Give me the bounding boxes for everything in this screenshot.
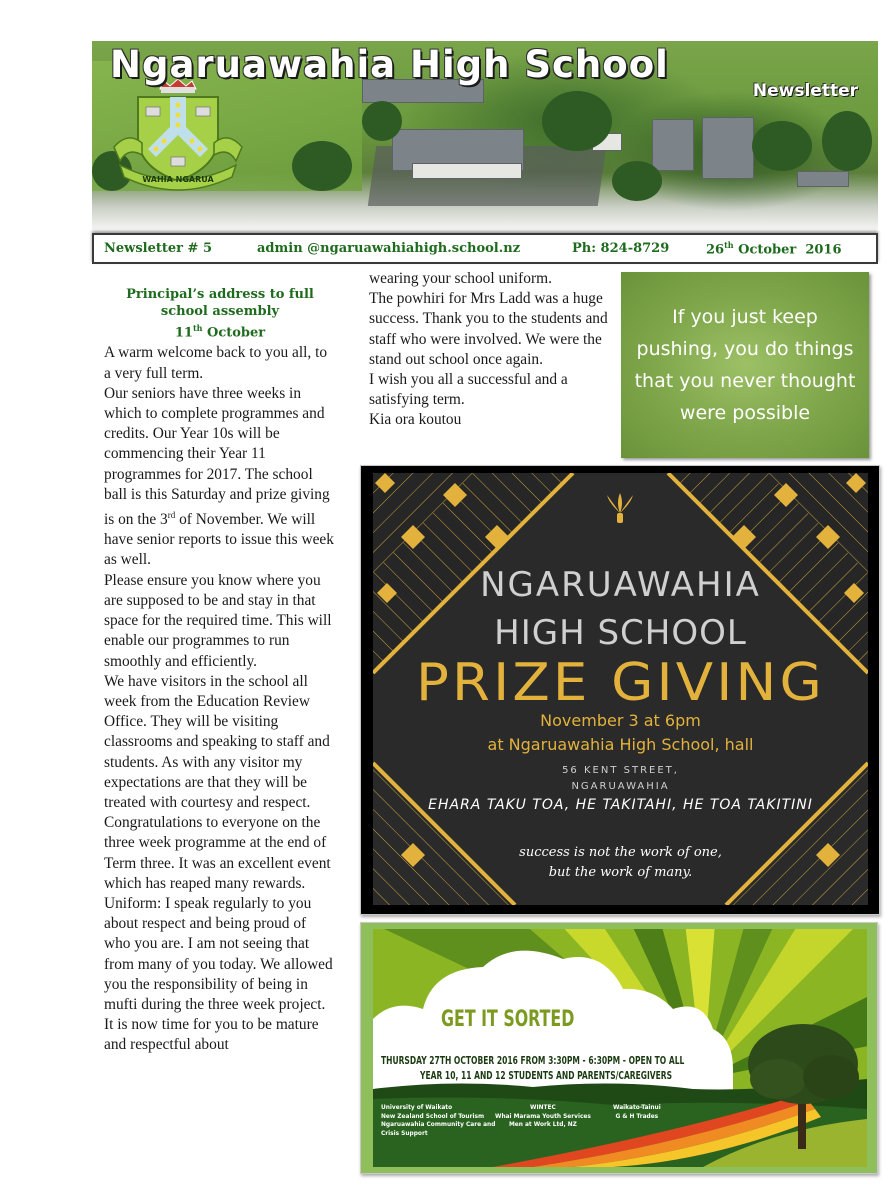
issue-number: Newsletter # 5 (104, 241, 212, 256)
sponsor-name: New Zealand School of Tourism (381, 1111, 485, 1120)
prize-giving-poster-canvas (373, 473, 868, 905)
banner-subtitle: Newsletter (752, 81, 858, 101)
poster-address-line1: 56 KENT STREET, (562, 765, 679, 776)
article-paragraph: Please ensure you know where you are supposed to be and stay in that space for the required time. This will enable our programmes to run smoothly and efficiently. (104, 571, 332, 670)
article-paragraph: We have visitors in the school all week from the Education Review Office. They will be visiting classrooms and speaking to staff and students. As with any visitor my expectations are that they will be treated with courtesy and respect. (104, 672, 330, 811)
sponsors-column-1 (381, 1103, 495, 1137)
sorted-event-details-line1: THURSDAY 27TH OCTOBER 2016 FROM 3:30PM - 6:30PM - OPEN TO ALL (381, 1055, 685, 1067)
article-body (104, 343, 336, 1055)
prize-giving-poster (360, 465, 880, 915)
banner-building (652, 119, 694, 171)
sponsor-name: WINTEC (530, 1103, 556, 1111)
poster-title: PRIZE GIVING (415, 653, 826, 713)
sorted-title: GET IT SORTED (441, 1007, 575, 1032)
banner-tree (822, 111, 872, 171)
school-crest-logo (108, 77, 248, 195)
poster-school-name-line2: HIGH SCHOOL (494, 613, 747, 653)
article-heading-line2: school assembly (160, 304, 280, 319)
article-heading-date (104, 320, 336, 341)
article-continuation (369, 269, 614, 431)
quote-text: If you just keep pushing, you do things that you never thought were possible (634, 306, 856, 424)
contact-email[interactable]: admin @ngaruawahiahigh.school.nz (257, 241, 521, 256)
issue-date-month-year: October 2016 (733, 242, 842, 258)
sponsors-column-3 (613, 1103, 661, 1120)
article-paragraph: Congratulations to everyone on the three week programme at the end of Term three. It was an excellent event which has reaped many rewards. (104, 814, 331, 892)
poster-quote-line1: success is not the work of one, (519, 845, 722, 860)
article-paragraph: Uniform: I speak regularly to you about respect and being proud of who you are. I am not seeing that from many of you today. We allowed you the responsibility of being in mufti during the three week project. It is now time for you to be mature and respectful about (104, 894, 333, 1054)
sponsor-name: Waikato-Tainui (613, 1103, 661, 1111)
article-paragraph: The powhiri for Mrs Ladd was a huge success. Thank you to the students and staff who were involved. We were the stand out school once again. (369, 290, 608, 368)
banner-tree (542, 91, 612, 151)
newsletter-info-bar (92, 233, 878, 264)
sorted-event-details-line2: YEAR 10, 11 AND 12 STUDENTS AND PARENTS/CAREGIVERS (420, 1070, 673, 1082)
banner-building (412, 163, 522, 179)
sponsor-name: Ngaruawahia Community Care and (381, 1120, 496, 1128)
ordinal-number: 3 (160, 511, 168, 529)
issue-date-suffix: th (724, 239, 734, 250)
sponsor-name: University of Waikato (381, 1103, 453, 1111)
poster-maori-proverb: EHARA TAKU TOA, HE TAKITAHI, HE TOA TAKITINI (428, 797, 813, 813)
svg-text:WAHIA NGARUA: WAHIA NGARUA (142, 175, 214, 184)
paragraph-text: Our seniors have three weeks in which to complete programmes and credits. Our Year 10s will be commencing their Year 11 programmes for 2017. The school ball is this Saturday and prize giving is on the (104, 384, 330, 529)
article-paragraph: wearing your school uniform. (369, 270, 552, 287)
inspirational-quote-box (621, 272, 869, 458)
principal-address-article (104, 286, 336, 1056)
newsletter-banner (92, 41, 878, 229)
sponsor-name: Crisis Support (381, 1128, 428, 1137)
article-heading-line1: Principal’s address to full (126, 287, 314, 302)
contact-phone: Ph: 824-8729 (572, 241, 670, 256)
heading-day: 11 (174, 325, 193, 341)
poster-quote-line2: but the work of many. (548, 865, 693, 880)
poster-school-name-line1: NGARUAWAHIA (480, 565, 761, 605)
article-paragraph (104, 384, 336, 571)
banner-tree (362, 101, 402, 141)
get-it-sorted-canvas (373, 929, 867, 1167)
sponsor-name: G & H Trades (615, 1111, 659, 1120)
poster-date: November 3 at 6pm (540, 711, 701, 730)
poster-address-line2: NGARUAWAHIA (571, 781, 670, 792)
banner-building (702, 117, 754, 179)
sponsor-name: Men at Work Ltd, NZ (508, 1120, 577, 1128)
article-paragraph: I wish you all a successful and a satisfying term. (369, 371, 568, 409)
article-heading (104, 286, 336, 341)
paragraph-text: of November. We will have senior reports to issue this week as well. (104, 511, 334, 569)
banner-tree (752, 121, 812, 171)
issue-date (706, 240, 842, 257)
poster-venue: at Ngaruawahia High School, hall (487, 735, 754, 754)
sponsor-name: Whai Marama Youth Services (495, 1111, 591, 1120)
banner-building (797, 171, 849, 187)
article-signoff: Kia ora koutou (369, 411, 462, 429)
get-it-sorted-poster (360, 922, 878, 1174)
ordinal-suffix: rd (167, 509, 176, 520)
banner-title: Ngaruawahia High School (110, 43, 669, 86)
heading-day-suffix: th (192, 323, 203, 333)
banner-tree (612, 161, 662, 201)
heading-month: October (202, 325, 266, 341)
issue-date-day: 26 (706, 242, 725, 258)
sponsors-column-2 (495, 1103, 591, 1129)
fleur-ornament-icon (607, 493, 633, 523)
banner-tree (292, 141, 352, 191)
article-paragraph: A warm welcome back to you all, to a very full term. (104, 344, 328, 382)
